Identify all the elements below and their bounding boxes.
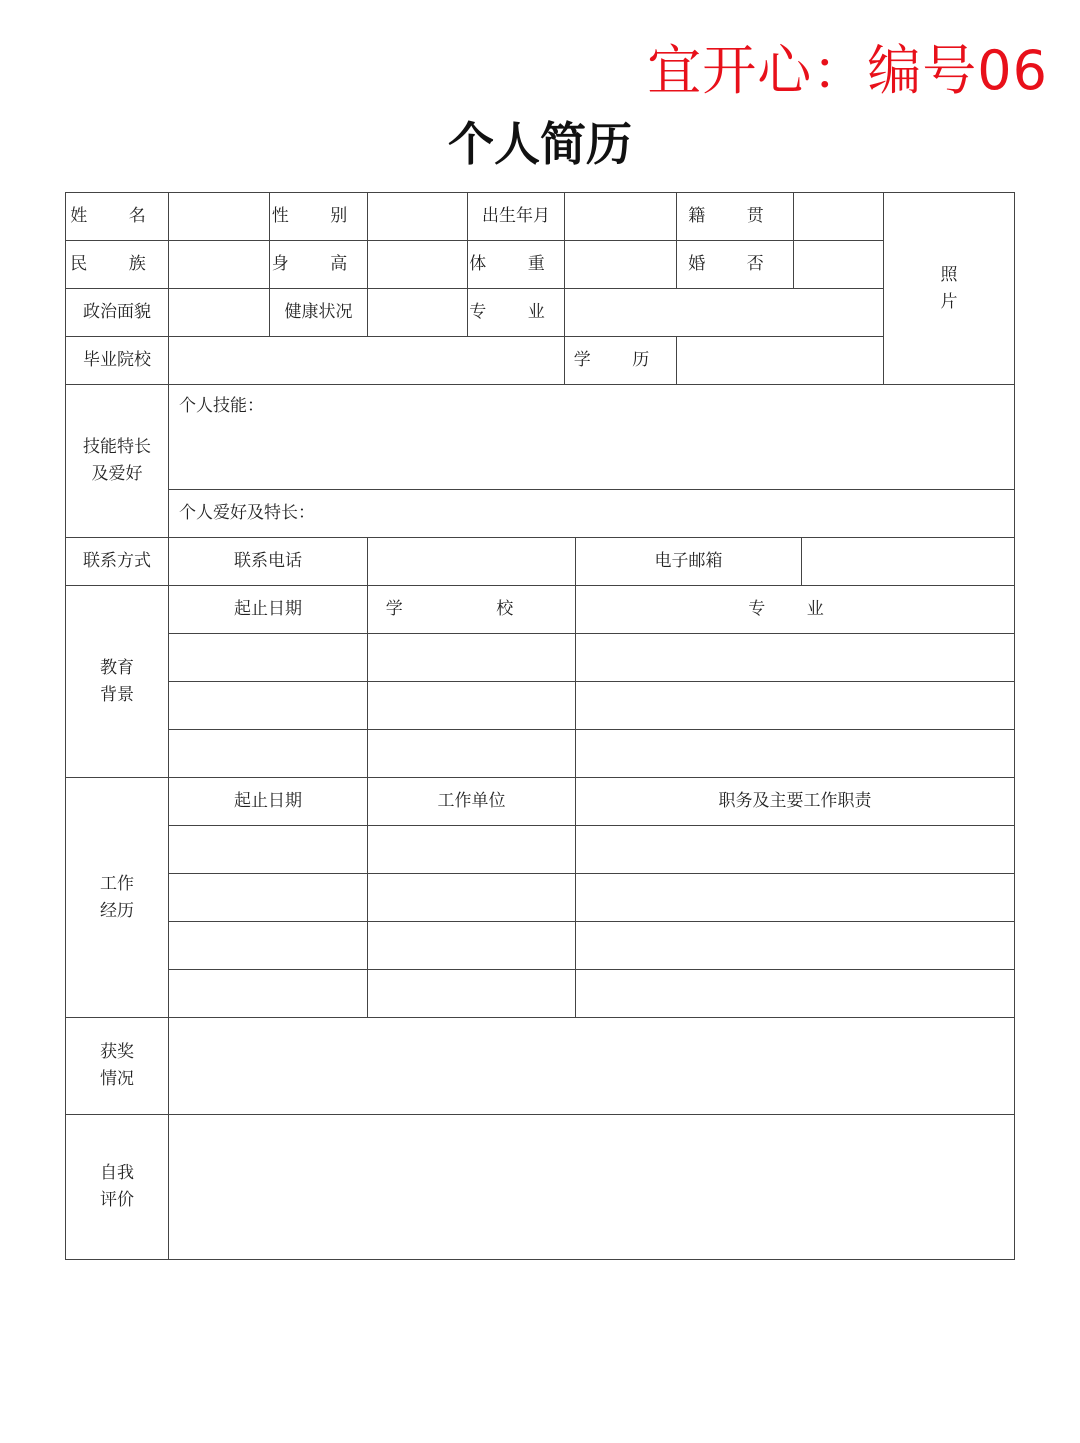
health-label: 健康状况 [270,289,368,337]
work-duties-cell[interactable] [576,874,1015,922]
education-col-dates: 起止日期 [169,586,368,634]
education-section-label: 教育 背景 [66,586,169,778]
work-duties-cell[interactable] [576,826,1015,874]
work-employer-cell[interactable] [368,922,576,970]
major-label: 专 业 [468,289,565,337]
ethnicity-value[interactable] [169,241,270,289]
education-major-cell[interactable] [576,682,1015,730]
work-row [66,922,1015,970]
education-col-major: 专 业 [576,586,1015,634]
work-duties-cell[interactable] [576,922,1015,970]
awards-section-label: 获奖 情况 [66,1018,169,1115]
work-dates-cell[interactable] [169,970,368,1018]
name-value[interactable] [169,193,270,241]
birth-value[interactable] [565,193,677,241]
work-section-label: 工作 经历 [66,778,169,1018]
photo-label: 照 片 [940,264,958,312]
weight-value[interactable] [565,241,677,289]
work-dates-cell[interactable] [169,826,368,874]
marital-label: 婚 否 [677,241,794,289]
education-dates-cell[interactable] [169,634,368,682]
height-label: 身 高 [270,241,368,289]
phone-value[interactable] [368,538,576,586]
work-col-employer: 工作单位 [368,778,576,826]
gender-value[interactable] [368,193,468,241]
awards-field[interactable] [169,1018,1015,1115]
height-value[interactable] [368,241,468,289]
education-col-school: 学 校 [368,586,576,634]
resume-table [65,192,1015,1260]
origin-value[interactable] [794,193,884,241]
gender-label: 性 别 [270,193,368,241]
email-label: 电子邮箱 [576,538,802,586]
work-dates-cell[interactable] [169,922,368,970]
phone-label: 联系电话 [169,538,368,586]
contact-section-label: 联系方式 [66,538,169,586]
name-label: 姓 名 [66,193,169,241]
work-duties-cell[interactable] [576,970,1015,1018]
politics-label: 政治面貌 [66,289,169,337]
work-employer-cell[interactable] [368,970,576,1018]
education-row [66,634,1015,682]
education-school-cell[interactable] [368,634,576,682]
education-major-cell[interactable] [576,634,1015,682]
education-row [66,730,1015,778]
degree-label: 学 历 [565,337,677,385]
work-row [66,826,1015,874]
work-row [66,874,1015,922]
work-row [66,970,1015,1018]
template-number-tag: 宜开心：编号06 [647,39,1048,102]
education-major-cell[interactable] [576,730,1015,778]
work-employer-cell[interactable] [368,826,576,874]
birth-label: 出生年月 [468,193,565,241]
marital-value[interactable] [794,241,884,289]
hobbies-field[interactable] [169,490,1015,538]
weight-label: 体 重 [468,241,565,289]
work-col-dates: 起止日期 [169,778,368,826]
skills-section-label: 技能特长 及爱好 [66,385,169,538]
education-dates-cell[interactable] [169,730,368,778]
origin-label: 籍 贯 [677,193,794,241]
email-value[interactable] [802,538,1015,586]
work-employer-cell[interactable] [368,874,576,922]
ethnicity-label: 民 族 [66,241,169,289]
self-eval-field[interactable] [169,1115,1015,1260]
photo-box[interactable] [884,193,1015,385]
hobbies-label: 个人爱好及特长： [179,503,315,523]
education-dates-cell[interactable] [169,682,368,730]
skills-label: 个人技能： [179,396,264,416]
school-label: 毕业院校 [66,337,169,385]
degree-value[interactable] [677,337,884,385]
school-value[interactable] [169,337,565,385]
skills-field[interactable] [169,385,1015,490]
self-eval-section-label: 自我 评价 [66,1115,169,1260]
education-row [66,682,1015,730]
work-dates-cell[interactable] [169,874,368,922]
major-value[interactable] [565,289,884,337]
work-col-duties: 职务及主要工作职责 [576,778,1015,826]
education-school-cell[interactable] [368,730,576,778]
page-title: 个人简历 [448,117,632,171]
health-value[interactable] [368,289,468,337]
politics-value[interactable] [169,289,270,337]
education-school-cell[interactable] [368,682,576,730]
